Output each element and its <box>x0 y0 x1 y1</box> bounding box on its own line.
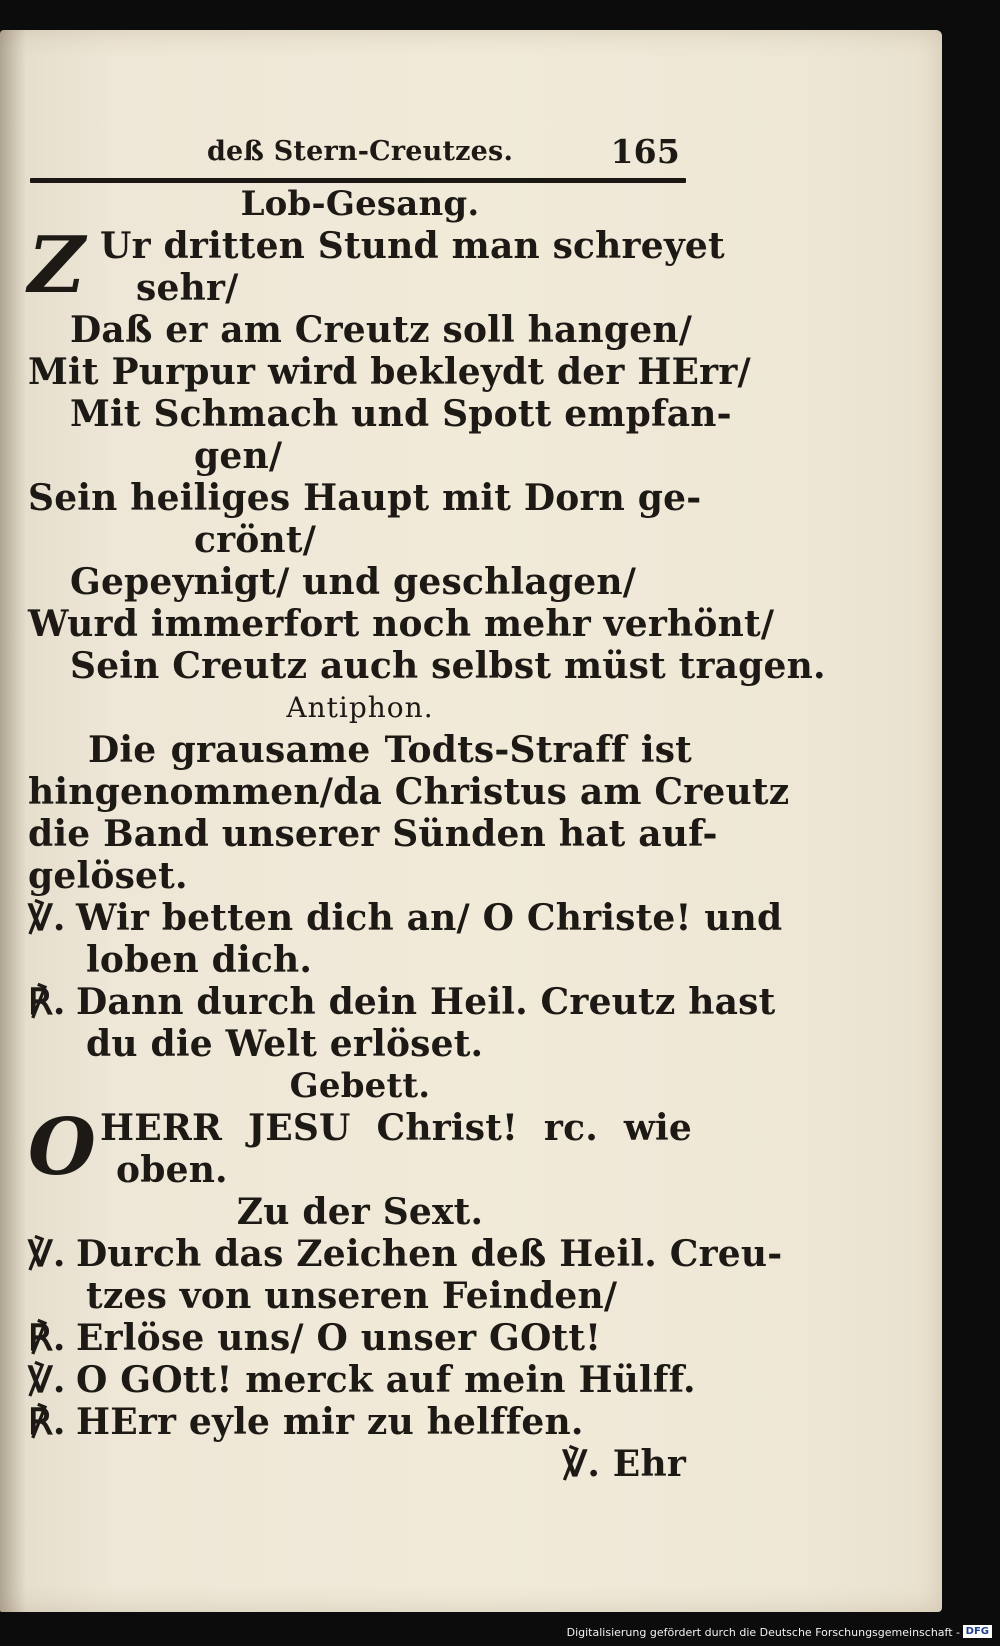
versicle-symbol: ℣. <box>28 1233 66 1275</box>
prayer-title: Gebett. <box>289 1066 431 1106</box>
sext-title: Zu der Sext. <box>236 1191 484 1233</box>
sext-response-2 <box>28 1401 692 1443</box>
sext-versicle-2 <box>28 1359 696 1401</box>
hymn-title: Lob-Gesang. <box>240 184 480 224</box>
sext-response-1-text: Erlöse uns/ O unser GOtt! <box>76 1317 602 1359</box>
footer-bar <box>0 1618 1000 1646</box>
versicle-symbol: ℣. <box>28 1359 66 1401</box>
antiphon-line-4: gelöset. <box>28 855 188 897</box>
text-block <box>28 130 826 1485</box>
response-1-line-2: du die Welt erlöset. <box>86 1023 484 1065</box>
dfg-logo: DFG <box>963 1625 992 1638</box>
antiphon-line-2: hingenommen/da Christus am Creutz <box>28 771 790 813</box>
hymn-drop-cap: Z <box>28 220 86 311</box>
hymn-line-1-text: Ur dritten Stund man schreyet <box>100 225 725 267</box>
versicle-symbol: ℣. <box>28 897 66 939</box>
catchword: ℣. Ehr <box>562 1443 686 1485</box>
hymn-line-3: Daß er am Creutz soll hangen/ <box>70 309 693 351</box>
sext-versicle-1-line-1 <box>28 1233 783 1275</box>
response-symbol: ℟. <box>28 1401 66 1443</box>
hymn-line-6: gen/ <box>194 435 283 477</box>
hymn-line-9: Gepeynigt/ und geschlagen/ <box>70 561 637 603</box>
hymn-line-4: Mit Purpur wird bekleydt der HErr/ <box>28 351 751 393</box>
hymn-line-2: sehr/ <box>136 267 239 309</box>
prayer-line-2: oben. <box>116 1149 228 1191</box>
sext-response-1 <box>28 1317 692 1359</box>
response-1-text: Dann durch dein Heil. Creutz hast <box>76 981 776 1023</box>
hymn-line-11: Sein Creutz auch selbst müst tragen. <box>70 645 826 687</box>
hymn-line-8: crönt/ <box>194 519 317 561</box>
response-symbol: ℟. <box>28 1317 66 1359</box>
running-title: deß Stern-Creutzes. <box>206 136 514 167</box>
sext-versicle-2-text: O GOtt! merck auf mein Hülff. <box>76 1359 696 1401</box>
antiphon-line-3: die Band unserer Sünden hat auf- <box>28 813 718 855</box>
sext-response-2-text: HErr eyle mir zu helffen. <box>76 1401 584 1443</box>
running-head <box>28 130 692 178</box>
versicle-1-line-1 <box>28 897 783 939</box>
prayer-line-1-text: HERR JESU Christ! rc. wie <box>100 1107 692 1149</box>
hymn-line-10: Wurd immerfort noch mehr verhönt/ <box>28 603 775 645</box>
antiphon-line-1: Die grausame Todts-Straff ist <box>88 729 692 771</box>
hymn-line-5: Mit Schmach und Spott empfan- <box>70 393 732 435</box>
sext-versicle-1-line-2: tzes von unseren Feinden/ <box>86 1275 618 1317</box>
page-number: 165 <box>610 132 680 171</box>
antiphon-title: Antiphon. <box>286 691 434 724</box>
versicle-1-line-2: loben dich. <box>86 939 313 981</box>
hymn-line-7: Sein heiliges Haupt mit Dorn ge- <box>28 477 702 519</box>
response-1-line-1 <box>28 981 776 1023</box>
prayer-drop-cap: O <box>28 1102 97 1193</box>
sext-versicle-1-text: Durch das Zeichen deß Heil. Creu- <box>76 1233 783 1275</box>
versicle-1-text: Wir betten dich an/ O Christe! und <box>76 897 783 939</box>
footer-credit: Digitalisierung gefördert durch die Deutsche Forschungsgemeinschaft - <box>566 1626 960 1639</box>
response-symbol: ℟. <box>28 981 66 1023</box>
book-page <box>0 30 942 1612</box>
